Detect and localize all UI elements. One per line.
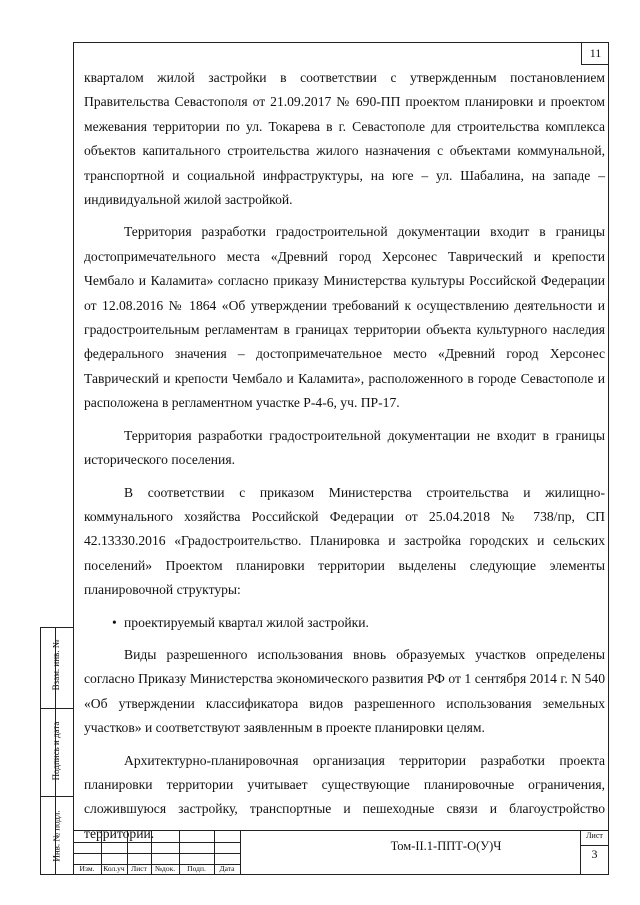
label-inv-podl: Инв. № подл. — [51, 810, 62, 862]
paragraph-4: В соответствии с приказом Министерства строительства и жилищно-коммунального хозяйства Российской Федерации от 25.04.2018 № 738/пр, СП 42.13330.2016 «Градостроительство. Планировка и застройка городских и сельских поселений» Проектом планировки территории выделены следующие элементы планировочной структуры: — [84, 484, 605, 598]
paragraph-1: кварталом жилой застройки в соответствии с утвержденным постановлением Правительства Севастополя от 21.09.2017 № 690-ПП проектом планировки и проектом межевания территории по ул. Токарева в г. Севастополе для строительства комплекса объектов капитального строительства жилого назначения с объектами коммунальной, транспортной и социальной инфраструктуры, на юге – ул. Шабалина, на западе – индивидуальной жилой застройкой. — [84, 70, 605, 208]
paragraph-6: Архитектурно-планировочная организация территории разработки проекта планировки территории учитывает существующие планировочные ограничения, сложившуюся застройку, транспортные и пешеходные связи и благоустройство территории. — [84, 752, 605, 841]
paragraph-5: Виды разрешенного использования вновь образуемых участков определены согласно Приказу Министерства экономического развития РФ от 1 сентября 2014 г. N 540 «Об утверждении классификатора видов разрешенного использования земельных участков» и соответствуют заявленным в проекте планировки целям. — [84, 646, 605, 736]
document-body — [84, 66, 605, 846]
header-kol-uch: Кол.уч — [103, 864, 125, 873]
label-inv-vzam: Взам. инв. № — [51, 639, 61, 691]
bullet-icon: • — [112, 614, 117, 630]
header-izm: Изм. — [79, 864, 95, 873]
bullet-text: проектируемый квартал жилой застройки. — [124, 614, 369, 630]
sheet-number: 3 — [591, 847, 598, 861]
paragraph-2: Территория разработки градостроительной документации входит в границы достопримечательного места «Древний город Херсонес Таврический и крепости Чембало и Каламита» согласно приказу Министерства культуры Российской Федерации от 12.08.2016 № 1864 «Об утверждении требований к осуществлению деятельности и градостроительным регламентам в границах территории объекта культурного наследия федерального значения – достопримечательное место «Древний город Херсонес Таврический и крепости Чембало и Каламита», расположенного в городе Севастополе и расположена в регламентном участке Р-4-6, уч. ПР-17. — [84, 224, 605, 411]
header-list: Лист — [131, 864, 147, 873]
label-sign-date: Подпись и дата — [51, 721, 61, 781]
title-block — [73, 830, 609, 875]
bullet-list-item — [84, 611, 605, 635]
header-data: Дата — [219, 864, 235, 873]
page-number-top: 11 — [581, 42, 609, 65]
document-code: Том-II.1-ППТ-О(У)Ч — [390, 839, 502, 853]
header-podp: Подп. — [187, 864, 206, 873]
side-stamp — [40, 627, 73, 875]
header-ndok: №док. — [154, 864, 176, 873]
paragraph-3: Территория разработки градостроительной документации не входит в границы исторического поселения. — [84, 427, 605, 468]
sheet-label: Лист — [586, 831, 603, 840]
